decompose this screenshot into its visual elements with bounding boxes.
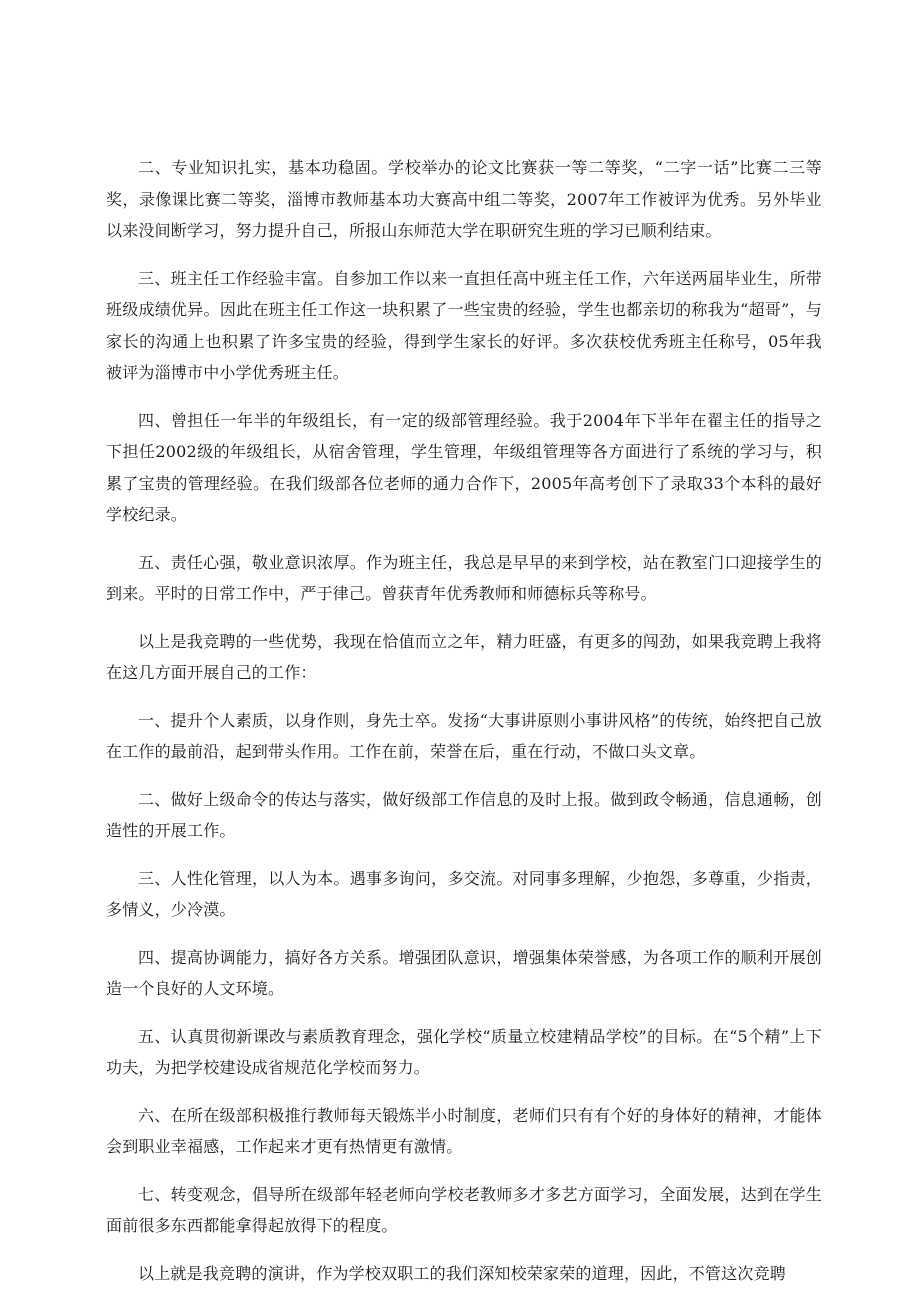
paragraph-closing: 以上就是我竞聘的演讲，作为学校双职工的我们深知校荣家荣的道理，因此，不管这次竞聘 [138, 1263, 787, 1283]
paragraph-advantage-3: 三、班主任工作经验丰富。自参加工作以来一直担任高中班主任工作，六年送两届毕业生，所带班级成绩优异。因此在班主任工作这一块积累了一些宝贵的经验，学生也都亲切的称我为“超哥”，与家长的沟通上也积累了许多宝贵的经验，得到学生家长的好评。多次获校优秀班主任称号，05年我被评为淄博市中小学优秀班主任。 [106, 268, 822, 382]
document-body [106, 152, 822, 1305]
paragraph-plan-1: 一、提升个人素质，以身作则，身先士卒。发扬“大事讲原则小事讲风格”的传统，始终把自己放在工作的最前沿，起到带头作用。工作在前，荣誉在后，重在行动，不做口头文章。 [106, 710, 822, 761]
paragraph-advantage-2: 二、专业知识扎实，基本功稳固。学校举办的论文比赛获一等二等奖，“二字一话”比赛二三等奖，录像课比赛二等奖，淄博市教师基本功大赛高中组二等奖，2007年工作被评为优秀。另外毕业以来没间断学习，努力提升自己，所报山东师范大学在职研究生班的学习已顺利结束。 [106, 158, 822, 240]
paragraph-plan-2: 二、做好上级命令的传达与落实，做好级部工作信息的及时上报。做到政令畅通，信息通畅，创造性的开展工作。 [106, 789, 822, 840]
paragraph-plan-7: 七、转变观念，倡导所在级部年轻老师向学校老教师多才多艺方面学习，全面发展，达到在学生面前很多东西都能拿得起放得下的程度。 [106, 1184, 822, 1235]
paragraph-plan-3: 三、人性化管理，以人为本。遇事多询问，多交流。对同事多理解，少抱怨，多尊重，少指责，多情义，少冷漠。 [106, 868, 822, 919]
paragraph-plan-6: 六、在所在级部积极推行教师每天锻炼半小时制度，老师们只有有个好的身体好的精神，才能体会到职业幸福感，工作起来才更有热情更有激情。 [106, 1105, 822, 1156]
paragraph-plan-5: 五、认真贯彻新课改与素质教育理念，强化学校“质量立校建精品学校”的目标。在“5个精”上下功夫，为把学校建设成省规范化学校而努力。 [106, 1026, 822, 1077]
paragraph-plan-4: 四、提高协调能力，搞好各方关系。增强团队意识，增强集体荣誉感，为各项工作的顺利开展创造一个良好的人文环境。 [106, 947, 822, 998]
paragraph-plan-intro: 以上是我竞聘的一些优势，我现在恰值而立之年，精力旺盛，有更多的闯劲，如果我竞聘上我将在这几方面开展自己的工作： [106, 631, 822, 682]
paragraph-advantage-4: 四、曾担任一年半的年级组长，有一定的级部管理经验。我于2004年下半年在翟主任的指导之下担任2002级的年级组长，从宿舍管理，学生管理，年级组管理等各方面进行了系统的学习与，积累了宝贵的管理经验。在我们级部各位老师的通力合作下，2005年高考创下了录取33个本科的最好学校纪录。 [106, 410, 822, 524]
paragraph-advantage-5: 五、责任心强，敬业意识浓厚。作为班主任，我总是早早的来到学校，站在教室门口迎接学生的到来。平时的日常工作中，严于律己。曾获青年优秀教师和师德标兵等称号。 [106, 552, 822, 603]
